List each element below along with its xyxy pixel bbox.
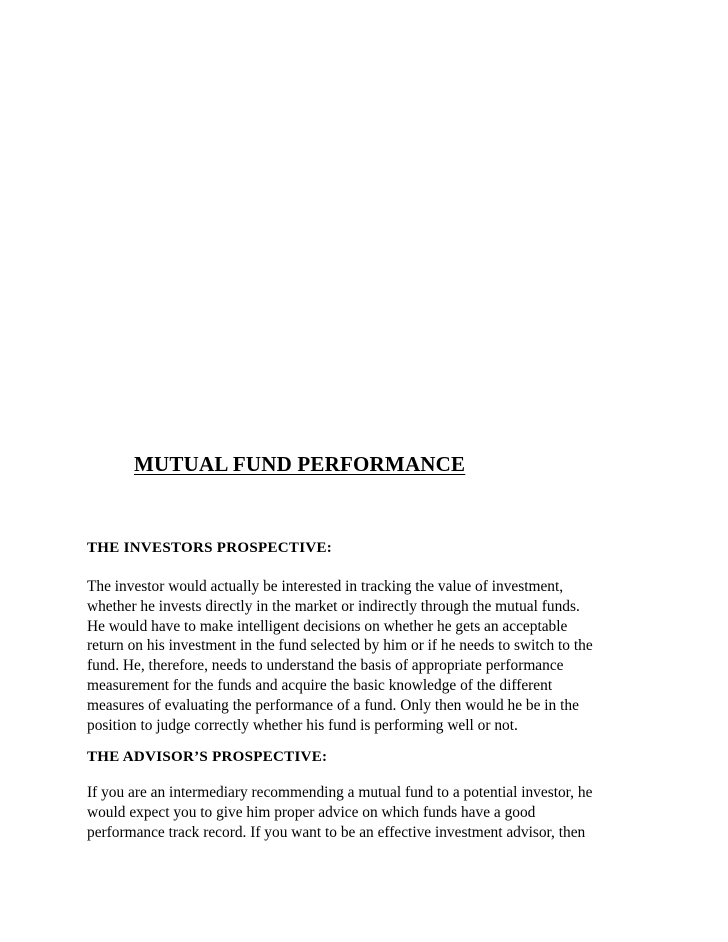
paragraph-line: He would have to make intelligent decisions on whether he gets an acceptable [87, 617, 568, 635]
paragraph-line: fund. He, therefore, needs to understand the basis of appropriate performance [87, 657, 564, 675]
paragraph-line: The investor would actually be interested in tracking the value of investment, [87, 578, 564, 595]
paragraph-line: position to judge correctly whether his fund is performing well or not. [87, 716, 518, 734]
paragraph-line: whether he invests directly in the market or indirectly through the mutual funds. [87, 597, 580, 615]
paragraph-line: If you are an intermediary recommending a mutual fund to a potential investor, he [87, 784, 593, 801]
section-body-investors [87, 577, 647, 735]
document-title: MUTUAL FUND PERFORMANCE [134, 452, 466, 476]
section-body-advisors [87, 783, 647, 842]
section-heading-investors: THE INVESTORS PROSPECTIVE: [87, 540, 333, 556]
paragraph-line: would expect you to give him proper advice on which funds have a good [87, 803, 536, 821]
paragraph-line: measures of evaluating the performance of a fund. Only then would he be in the [87, 696, 579, 714]
paragraph-line: performance track record. If you want to be an effective investment advisor, then [87, 823, 586, 841]
section-heading-advisors: THE ADVISOR’S PROSPECTIVE: [87, 749, 328, 765]
paragraph-line: measurement for the funds and acquire the basic knowledge of the different [87, 676, 553, 694]
paragraph-line: return on his investment in the fund selected by him or if he needs to switch to the [87, 637, 593, 655]
